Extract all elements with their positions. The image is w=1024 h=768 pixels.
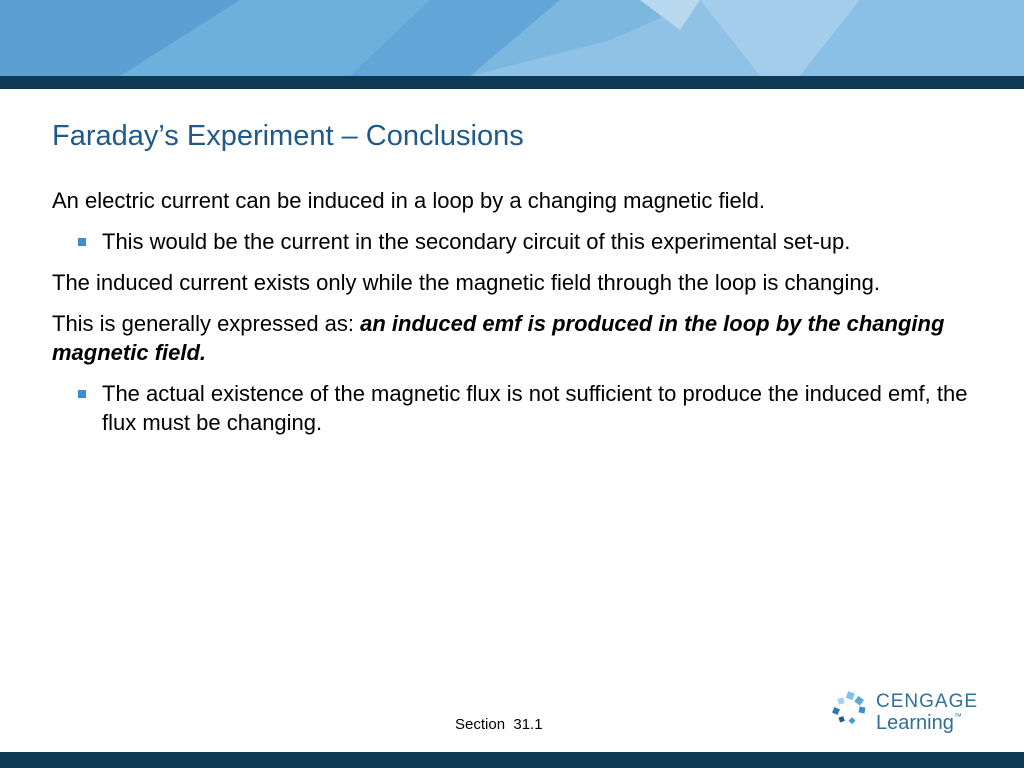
point-3-emphasis: an induced emf is produced in the loop by the changing magnetic field. xyxy=(52,311,945,365)
cengage-mark-icon xyxy=(830,690,870,730)
footer-rule xyxy=(0,752,1024,768)
point-1: An electric current can be induced in a loop by a changing magnetic field. xyxy=(52,188,765,213)
point-2: The induced current exists only while the magnetic field through the loop is changing. xyxy=(52,270,880,295)
subpoint-2 xyxy=(52,379,992,437)
logo-wordmark-top: CENGAGE xyxy=(876,691,979,712)
slide-title: Faraday’s Experiment – Conclusions xyxy=(52,120,524,152)
section-label: Section 31.1 xyxy=(455,716,543,733)
slide-content xyxy=(52,186,992,449)
square-bullet-icon xyxy=(78,390,86,398)
cengage-logo xyxy=(830,688,980,738)
logo-wordmark-bottom-text: Learning xyxy=(876,712,954,734)
header-rule xyxy=(0,76,1024,89)
subpoint-1 xyxy=(52,227,992,256)
subpoint-2-text: The actual existence of the magnetic flux is not sufficient to produce the induced emf, the flux must be changing. xyxy=(102,381,968,435)
banner-pattern xyxy=(0,0,1024,76)
header-banner xyxy=(0,0,1024,76)
square-bullet-icon xyxy=(78,238,86,246)
logo-wordmark-bottom xyxy=(876,712,962,735)
point-3-text: This is generally expressed as: xyxy=(52,311,361,336)
subpoint-1-text: This would be the current in the secondary circuit of this experimental set-up. xyxy=(102,229,851,254)
trademark-symbol: ™ xyxy=(953,712,962,721)
point-3 xyxy=(52,309,992,367)
